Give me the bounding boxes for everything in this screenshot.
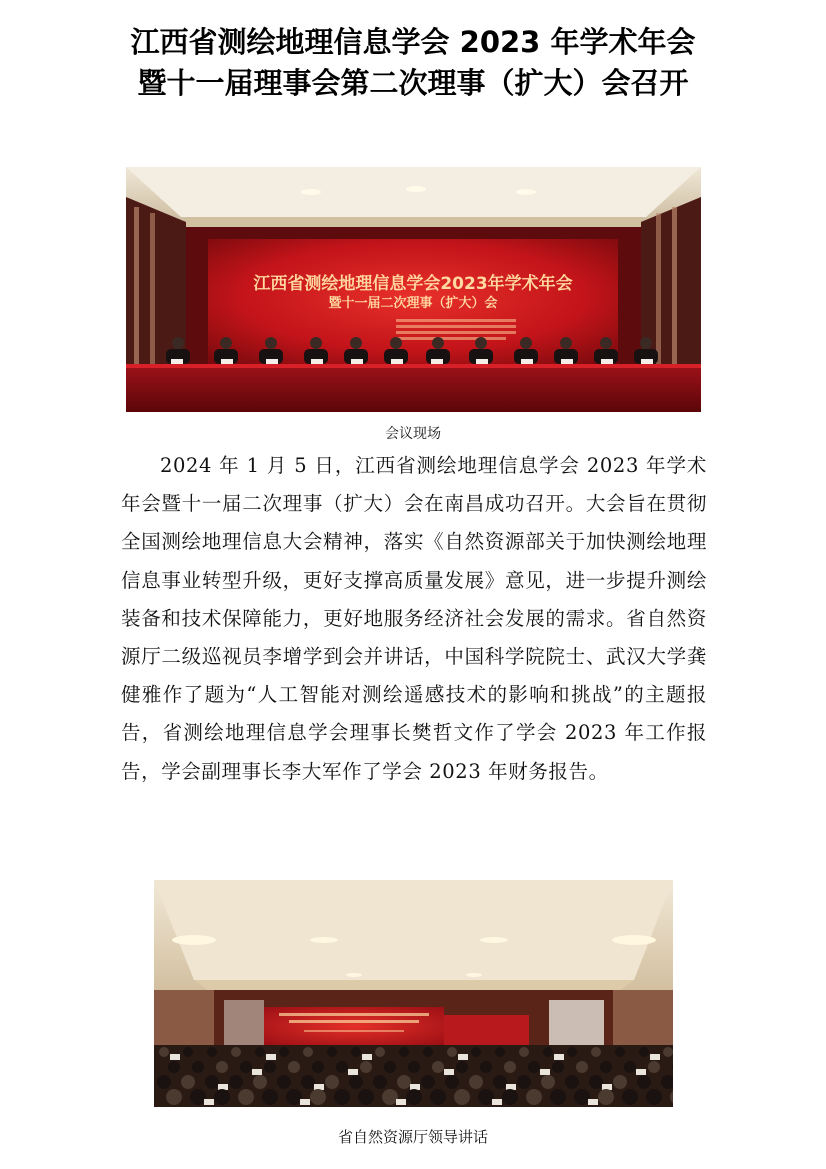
banner-line-1: 江西省测绘地理信息学会2023年学术年会: [253, 274, 573, 294]
audience-hall-photo: [154, 880, 673, 1107]
article-title: [0, 22, 826, 104]
title-line-1: 江西省测绘地理信息学会 2023 年学术年会: [130, 25, 696, 59]
photo-caption-2: 省自然资源厅领导讲话: [337, 1128, 488, 1146]
banner-line-2: 暨十一届二次理事（扩大）会: [328, 296, 498, 311]
conference-stage-photo: [126, 167, 701, 412]
article-paragraph: 2024 年 1 月 5 日，江西省测绘地理信息学会 2023 年学术年会暨十一届二次理事（扩大）会在南昌成功召开。大会旨在贯彻全国测绘地理信息大会精神，落实《自然资源部关于加快测绘地理信息事业转型升级，更好支撑高质量发展》意见，进一步提升测绘装备和技术保障能力，更好地服务经济社会发展的需求。省自然资源厅二级巡视员李增学到会并讲话，中国科学院院士、武汉大学龚健雅作了题为“人工智能对测绘遥感技术的影响和挑战”的主题报告，省测绘地理信息学会理事长樊哲文作了学会 2023 年工作报告，学会副理事长李大军作了学会 2023 年财务报告。: [121, 454, 707, 783]
photo-caption-1: 会议现场: [385, 426, 441, 442]
title-line-2: 暨十一届理事会第二次理事（扩大）会召开: [137, 66, 689, 100]
